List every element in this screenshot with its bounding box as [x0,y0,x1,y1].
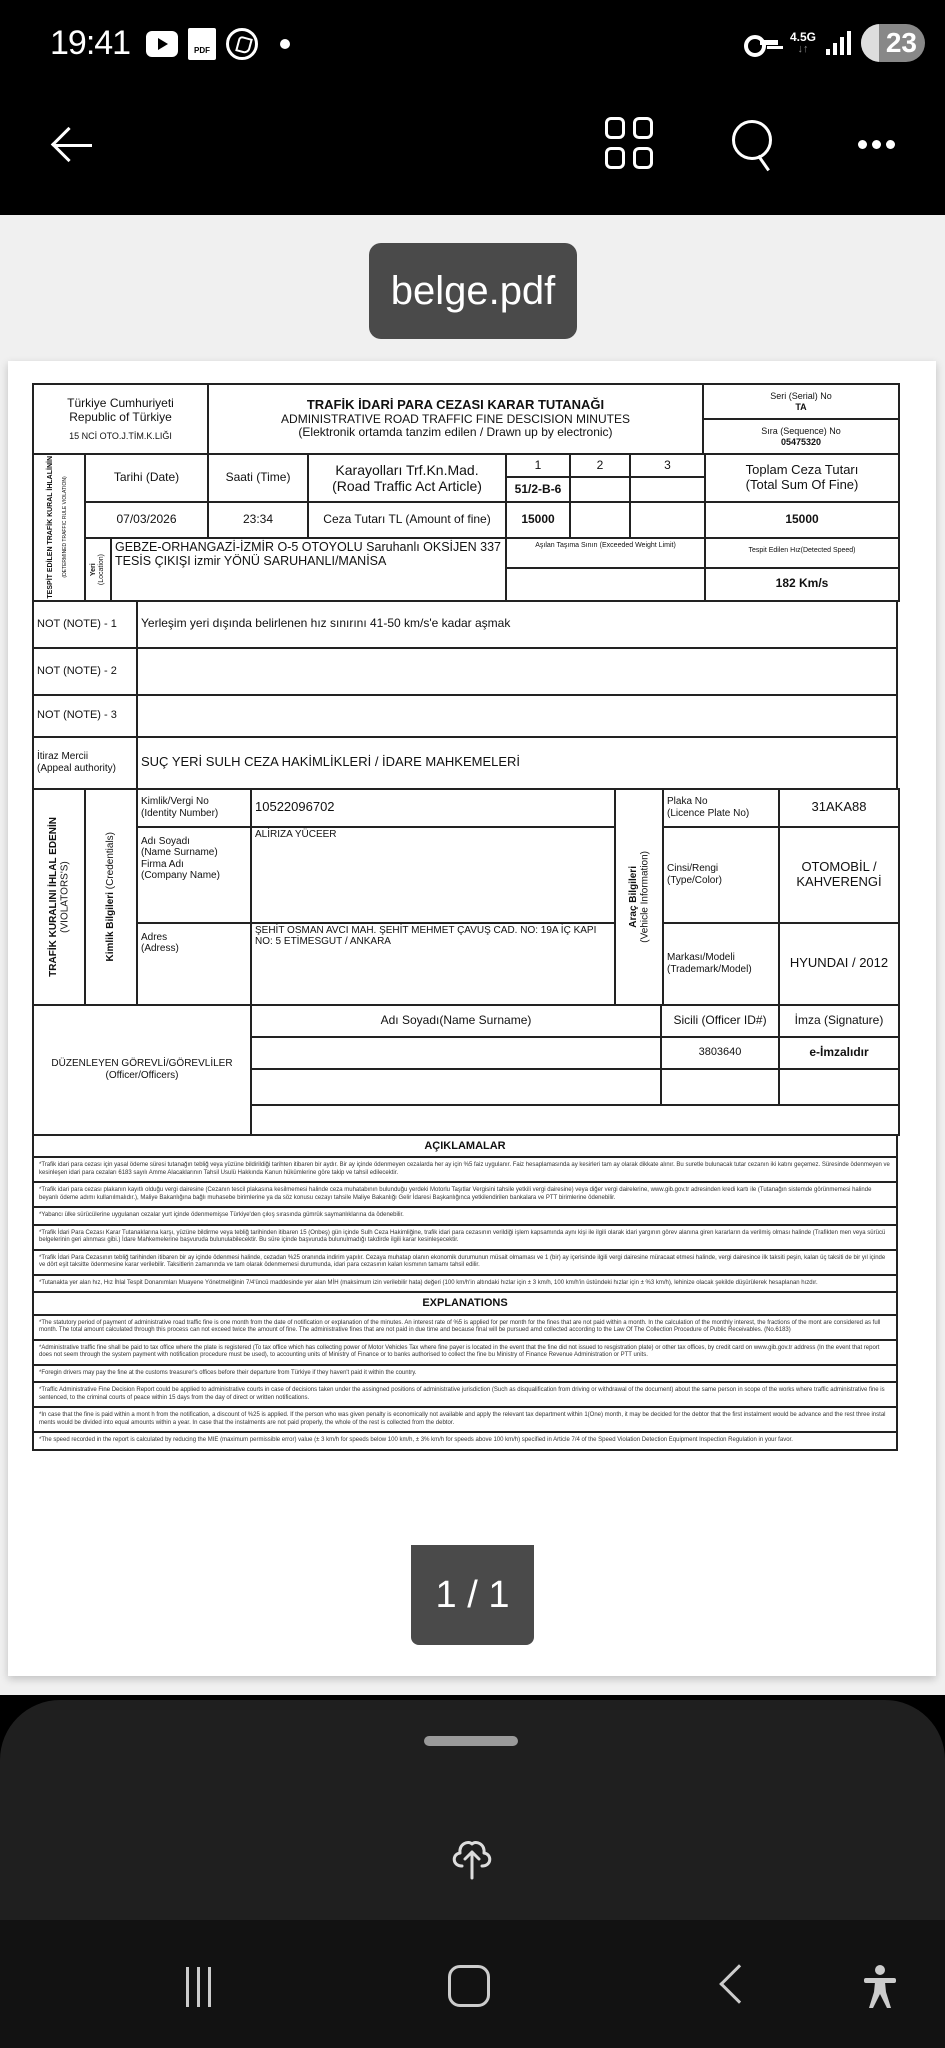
detected-speed: Tespit Edilen Hız(Detected Speed) 182 Km/s [705,538,899,601]
appeal-authority: SUÇ YERİ SULH CEZA HAKİMLİKLERİ / İDARE MAHKEMELERİ [137,737,897,789]
youtube-icon [146,31,178,57]
page-grid-icon[interactable] [605,117,655,173]
amount-2 [570,502,630,538]
violator-section: TRAFİK KURALINI İHLAL EDENİN (VIOLATORS'S) Kimlik Bilgileri (Credentials) Kimlik/Vergi No (Identity Number) 10522096702 Araç Bilgileri (Vehicle Information) Plaka No (Licence Plate No) 31AKA88 Adı Soyadı (Name Surname) Firma Adı (Company Name) ALİRIZA YÜCEER Cinsi/Rengi (Type/Color) OTOMOBİL / KAHVERENGİ Adres (Adress) ŞEHİT OSMAN AVCI MAH. ŞEHİT MEHMET ÇAVUŞ CAD. NO: 19A İÇ KAPI NO: 5 ETİMESGUT / ANKARA Markası/Modeli (Trademark/Model) HYUNDAI / 2012 [32,788,900,1006]
time-label: Saati (Time) [208,454,308,502]
explanation-item: *Tutanakta yer alan hız, Hız İhlal Tespit Donanımları Muayene Yönetmeliğinin 7/4'üncü maddesinde yer alan MİH (maksimum izin verilebilir hata) değeri (100 km/h'in altındaki hızlar için ± 3 km/h, 100 km/h'in üstündeki hızlar için ± %3 km/h), lehinize olacak şekilde düşürülerek hesaplanan hızdır. [33,1275,897,1293]
notes-section [32,600,898,790]
article-2 [570,477,630,502]
officer-section: DÜZENLEYEN GÖREVLİ/GÖREVLİLER (Officer/Officers) Adı Soyadı(Name Surname) Sicili (Officer ID#) İmza (Signature) 3803640 e-İmzalıdır [32,1004,900,1136]
article-3 [630,477,705,502]
credentials-side-label: Kimlik Bilgileri (Credentials) [85,789,137,1005]
weight-limit: Aşılan Taşıma Sınırı (Exceeded Weight Limit) [506,538,705,601]
status-bar [0,0,945,90]
page-counter: 1 / 1 [411,1545,534,1645]
explanation-item: *Trafik İdari Para Cezasının tebliğ tarihinden itibaren bir ay içinde ödenmesi halinde, cezadan %25 oranında indirim yapılır. Cezaya muhatap olanın ekonomik durumunun müsait olmaması ve 1 (bir) ay içerisinde ilgili vergi dairesine müracaat etmesi halinde, vergi dairesince ilk taksiti peşin, kalan üç taksiti de bir yıl içinde ve dört eşit taksitte ödenmesine karar verilebilir. Taksitlerin zamanında ve tam olarak ödenmemesi durumunda, idari para cezasının kalan kısmının tamamı tahsil edilir. [33,1250,897,1275]
sequence-number: Sıra (Sequence) No 05475320 [703,419,899,454]
date-value: 07/03/2026 [85,502,208,538]
explanation-item: *Foregin drivers may pay the fine at the customs treasurer's offices before their departure from Türkiye if they haven't paid it within the country. [33,1365,897,1383]
explanations-tr: AÇIKLAMALAR *Trafik idari para cezası için yasal ödeme süresi tutanağın tebliğ veya yüzüne bildirildiği tarihten itibaren bir aydır. Bir ay içinde ödenmeyen cezalarda her ay için %5 faiz uygulanır. Faiz hesaplamasında ay kesirleri tam ay olarak dikkate alınır. Bu suretle bulunacak tutar cezanın iki katını geçemez. Süresinde ödenmeyen ve kesinleşen idari para cezaları 6183 sayılı Amme Alacaklarının Tahsil Usulü Hakkında Kanun hükümlerine göre takip ve tahsil edilecektir. *Trafik idari para cezası plakanın kayıtlı olduğu vergi dairesine (Cezanın tescil plakasına kesilmemesi halinde ceza muhatabının bulunduğu yerdeki Motorlu Taşıtlar Vergisini tahsile yetkili vergi dairesine) veya diğer vergi dairelerine, www.gib.gov.tr adresinden kredi kartı ile (Tutanağın sistemde görünmemesi halinde beyanlı ödeme adımı kullanılmalıdır.), Maliye Bakanlığına bağlı muhasebe birimlerine ya da söz konusu cezayı tahsile Maliye Bakanlığı Gelir İdaresi Başkanlığınca yetkilendirilen bankalara ve PTT birimlerine ödenebilir. *Yabancı ülke sürücülerine uygulanan cezalar yurt içinde ödenmemişse Türkiye'den çıkış sırasında gümrük saymanlıklarına da ödenebilir. *Trafik İdari Para Cezası Karar Tutanaklarına karşı, yüzüne bildirme veya tebliğ tarihinden itibaren 15 (Onbeş) gün içinde Sulh Ceza Hakimliğine, trafik idari para cezasının verildiği işlem kapsamında aynı kişi ile ilgili olarak idari yargının görev alanına giren kararların da verilmiş olması halinde (Trafikten men veya sürücü belgelerinin geri alınması gibi.) İdare Mahkemelerine başvuruda bulunulabilecektir. Bu süre içinde başvuruda bulunulmadığı takdirde ilgili karar kesinleşecektir. *Trafik İdari Para Cezasının tebliğ tarihinden itibaren bir ay içinde ödenmesi halinde, cezadan %25 oranında indirim yapılır. Cezaya muhatap olanın ekonomik durumunun müsait olmaması ve 1 (bir) ay içerisinde ilgili vergi dairesine müracaat etmesi halinde, vergi dairesince ilk taksiti peşin, kalan üç taksiti de bir yıl içinde ve dört eşit taksitte ödenmesine karar verilebilir. Taksitlerin zamanında ve tam olarak ödenmemesi durumunda, idari para cezasının kalan kısmının tamamı tahsil edilir. *Tutanakta yer alan hız, Hız İhlal Tespit Donanımları Muayene Yönetmeliğinin 7/4'üncü maddesinde yer alan MİH (maksimum izin verilebilir hata) değeri (100 km/h'in altındaki hızlar için ± 3 km/h, 100 km/h'in üstündeki hızlar için ± %3 km/h), lehinize olacak şekilde düşürülerek hesaplanan hızdır. EXPLANATIONS *The statutory period of payment of administrative road traffic fine is one month from the date of notification or explanation of the minutes. An interest rate of %5 is applied for per month for the fines that are not paid within a month. In the calculation of the monthly interest, the fractions of the mont are considered as full month. The total amount calculated through this process can not exceed twice the amount of fine. The administrative fines that are not paid in due time and because final will be pursued amd collected according to the Law Of The Collection Procedure of Public Receivables. (No.6183) *Administrative traffic fine shall be paid to tax office where the plate is registered (To tax office which has collecting power of Motor Vehicles Tax where fine payer is located in the event that the fine did not issued to resgistration plate) or other tax offices, by credit card on www.gib.gov.tr address (In the event that report does not seem through the system payment with notification procedure must be used), to accounting units of Ministry of Finance or to banks authorised to collect the fine bu Ministry of Finance Revenue Administration or PTT units. *Foregin drivers may pay the fine at the customs treasurer's offices before their departure from Türkiye if they haven't paid it within the country. *Traffic Administrative Fine Decision Report could be applied to administrative courts in case of decisions taken under the assingned positions of administrative jurisdiction (Such as disqualification from driving or withdrawal of the document) about the same person in scope of the works where traffic administrative fine is sentenced, to the criminal courts of peace within 15 days from the day of direct or written notifications. *In case that the fine is paid within a mont h from the notification, a discount of %25 is applied. If the person who was given penalty is economically not available and apply the relevant tax department within 1(One) month, it may be decided for the debtor that the first instalment would be advance and the rest three instal ments would be divided into equal amounts within a year. In case that the instalments are not paid properly, the whole of the rest is collected from the debtor. *The speed recorded in the report is calculated by reducing the MIE (maximum permissible error) value (± 3 km/h for speeds below 100 km/h, ± 3% km/h for speeds above 100 km/h) specified in Article 7/4 of the Speed Violation Detection Equipment Inspection Regulation in your favor. [32,1134,898,1451]
explanation-item: *Trafik idari para cezası plakanın kayıtlı olduğu vergi dairesine (Cezanın tescil plakasına kesilmemesi halinde ceza muhatabının bulunduğu yerdeki Motorlu Taşıtlar Vergisini tahsile yetkili vergi dairesine) veya diğer vergi dairelerine, www.gib.gov.tr adresinden kredi kartı ile (Tutanağın sistemde görünmemesi halinde beyanlı ödeme adımı kullanılmalıdır.), Maliye Bakanlığına bağlı muhasebe birimlerine ya da söz konusu cezayı tahsile Maliye Bakanlığı Gelir İdaresi Başkanlığınca yetkilendirilen bankalara ve PTT birimlerine ödenebilir. [33,1182,897,1207]
amount-3 [630,502,705,538]
total-fine-label: Toplam Ceza Tutarı (Total Sum Of Fine) [705,454,899,502]
form-header [32,383,900,455]
data-arrows-icon: ↓↑ [797,43,809,55]
explanation-item: *Trafik İdari Para Cezası Karar Tutanaklarına karşı, yüzüne bildirme veya tebliğ tarihinden itibaren 15 (Onbeş) gün içinde Sulh Ceza Hakimliğine, trafik idari para cezasının verildiği işlem kapsamında aynı kişi ile ilgili olarak idari yargının görev alanına giren kararların da verilmiş olması halinde (Trafikten men veya sürücü belgelerinin geri alınması gibi.) İdare Mahkemelerine başvuruda bulunulabilecektir. Bu süre içinde başvuruda bulunulmadığı takdirde ilgili karar kesinleşecektir. [33,1225,897,1250]
file-name-badge: belge.pdf [369,243,577,339]
explanation-item: *The statutory period of payment of administrative road traffic fine is one month from the date of notification or explanation of the minutes. An interest rate of %5 is applied for per month for the fines that are not paid within a month. In the calculation of the monthly interest, the fractions of the mont are considered as full month. The total amount calculated through this process can not exceed twice the amount of fine. The administrative fines that are not paid in due time and because final will be pursued amd collected according to the Law Of The Collection Procedure of Public Receivables. (No.6183) [33,1315,897,1340]
drag-handle[interactable] [424,1736,518,1746]
back-arrow-icon[interactable] [48,120,98,170]
whatsapp-icon [226,28,258,60]
violation-section: TESPİT EDİLEN TRAFİK KURAL İHLALİNİN (DETERMINED TRAFFIC RULE VIOLATION) Tarihi (Date) Saati (Time) Karayolları Trf.Kn.Mad. (Road Traffic Act Article) 1 2 3 Toplam Ceza Tutarı (Total Sum Of Fine) 51/2-B-6 07/03/2026 23:34 Ceza Tutarı TL (Amount of fine) 15000 15000 Yeri (Location) GEBZE-ORHANGAZİ-İZMİR O-5 OTOYOLU Saruhanlı OKSİJEN 337 TESİS ÇIKIŞI izmir YÖNÜ SARUHANLI/MANİSA Aşılan Taşıma Sınırı (Exceeded Weight Limit) Tespit Edilen Hız(Detected Speed) 182 Km/s [32,453,900,602]
licence-plate: 31AKA88 [779,789,899,827]
amount-label: Ceza Tutarı TL (Amount of fine) [308,502,506,538]
explanation-item: *Yabancı ülke sürücülerine uygulanan cezalar yurt içinde ödenmemişse Türkiye'den çıkış sırasında gümrük saymanlıklarına da ödenebilir. [33,1207,897,1225]
vehicle-model: HYUNDAI / 2012 [779,923,899,1005]
total-fine-value: 15000 [705,502,899,538]
vehicle-type-color: OTOMOBİL / KAHVERENGİ [779,827,899,923]
note-row: NOT (NOTE) - 2 [33,648,897,695]
explanation-item: *The speed recorded in the report is calculated by reducing the MIE (maximum permissible error) value (± 3 km/h for speeds below 100 km/h, ± 3% km/h for speeds above 100 km/h) specified in Article 7/4 of the Speed Violation Detection Equipment Inspection Regulation in your favor. [33,1432,897,1450]
more-options-icon[interactable] [858,140,895,149]
officer-label: DÜZENLEYEN GÖREVLİ/GÖREVLİLER (Officer/Officers) [33,1005,251,1135]
identity-number: 10522096702 [251,789,615,827]
note-row: NOT (NOTE) - 3 [33,695,897,737]
accessibility-icon[interactable] [862,1964,898,2010]
violator-address: ŞEHİT OSMAN AVCI MAH. ŞEHİT MEHMET ÇAVUŞ CAD. NO: 19A İÇ KAPI NO: 5 ETİMESGUT / ANKARA [251,923,615,1005]
location-label: Yeri (Location) [85,538,111,601]
more-notifications-dot-icon [280,39,290,49]
explanation-item: *Trafik idari para cezası için yasal ödeme süresi tutanağın tebliğ veya yüzüne bildirildiği tarihten itibaren bir aydır. Bir ay içinde ödenmeyen cezalarda her ay için %5 faiz uygulanır. Faiz hesaplamasında ay kesirleri tam ay olarak dikkate alınır. Bu suretle bulunacak tutar cezanın iki katını geçemez. Süresinde ödenmeyen ve kesinleşen idari para cezaları 6183 sayılı Amme Alacaklarının Tahsil Usulü Hakkında Kanun hükümlerine göre takip ve tahsil edilecektir. [33,1157,897,1182]
article-label: Karayolları Trf.Kn.Mad. (Road Traffic Act Article) [308,454,506,502]
appeal-row: İtiraz Mercii (Appeal authority) SUÇ YERİ SULH CEZA HAKİMLİKLERİ / İDARE MAHKEMELERİ [33,737,897,789]
violation-side-label: TESPİT EDİLEN TRAFİK KURAL İHLALİNİN (DETERMINED TRAFFIC RULE VIOLATION) [33,454,85,601]
amount-1: 15000 [506,502,570,538]
note-row: NOT (NOTE) - 1 Yerleşim yeri dışında belirlenen hız sınırını 41-50 km/s'e kadar aşmak [33,601,897,648]
explanation-item: *In case that the fine is paid within a mont h from the notification, a discount of %25 is applied. If the person who was given penalty is economically not available and apply the relevant tax department within 1(One) month, it may be decided for the debtor that the first instalment would be advance and the rest three instal ments would be divided into equal amounts within a year. In case that the instalments are not paid properly, the whole of the rest is collected from the debtor. [33,1407,897,1432]
article-1: 51/2-B-6 [506,477,570,502]
battery-icon: 23 [861,24,925,62]
form-title: TRAFİK İDARİ PARA CEZASI KARAR TUTANAĞI ADMINISTRATIVE ROAD TRAFFIC FINE DESCISION MINUTES (Elektronik ortamda tanzim edilen / Drawn up by electronic) [208,384,703,454]
notification-icons [146,28,290,60]
cloud-upload-icon[interactable] [444,1826,500,1882]
explanation-item: *Traffic Administrative Fine Decision Report could be applied to administrative courts in case of decisions taken under the assingned positions of administrative jurisdiction (Such as disqualification from driving or withdrawal of the document) about the same person in scope of the works where traffic administrative fine is sentenced, to the criminal courts of peace within 15 days from the day of direct or written notifications. [33,1382,897,1407]
pdf-icon: PDF [188,28,216,60]
vpn-key-icon [744,33,780,53]
signal-strength-icon [826,31,851,55]
nav-back-icon[interactable] [719,1964,759,2004]
system-nav-bar [0,1920,945,2048]
app-bar [0,90,945,215]
officer-id: 3803640 [661,1037,779,1069]
recent-apps-icon[interactable] [186,1967,211,2007]
status-time: 19:41 [50,24,131,62]
explanation-item: *Administrative traffic fine shall be paid to tax office where the plate is registered (To tax office which has collecting power of Motor Vehicles Tax where fine payer is located in the event that the fine did not issued to resgistration plate) or other tax offices, by credit card on www.gib.gov.tr address (In the event that report does not seem through the system payment with notification procedure must be used), to accounting units of Ministry of Finance or to banks authorised to collect the fine bu Ministry of Finance Revenue Administration or PTT units. [33,1340,897,1365]
home-icon[interactable] [448,1965,490,2007]
violator-name: ALİRIZA YÜCEER [251,827,615,923]
network-type: 4.5G ↓↑ [789,30,816,55]
violator-side-label: TRAFİK KURALINI İHLAL EDENİN (VIOLATORS'S) [33,789,85,1005]
officer-signature: e-İmzalıdır [779,1037,899,1069]
date-label: Tarihi (Date) [85,454,208,502]
bottom-sheet [0,1700,945,1920]
system-icons [744,24,925,62]
search-icon[interactable] [730,118,780,174]
issuer-block: Türkiye Cumhuriyeti Republic of Türkiye 15 NCİ OTO.J.TİM.K.LIĞI [33,384,208,454]
serial-number: Seri (Serial) No TA [703,384,899,419]
officer-name [251,1037,661,1069]
time-value: 23:34 [208,502,308,538]
traffic-fine-form [32,383,898,1451]
vehicle-side-label: Araç Bilgileri (Vehicle Information) [615,789,663,1005]
location-value: GEBZE-ORHANGAZİ-İZMİR O-5 OTOYOLU Saruhanlı OKSİJEN 337 TESİS ÇIKIŞI izmir YÖNÜ SARUHANLI/MANİSA [111,538,506,601]
